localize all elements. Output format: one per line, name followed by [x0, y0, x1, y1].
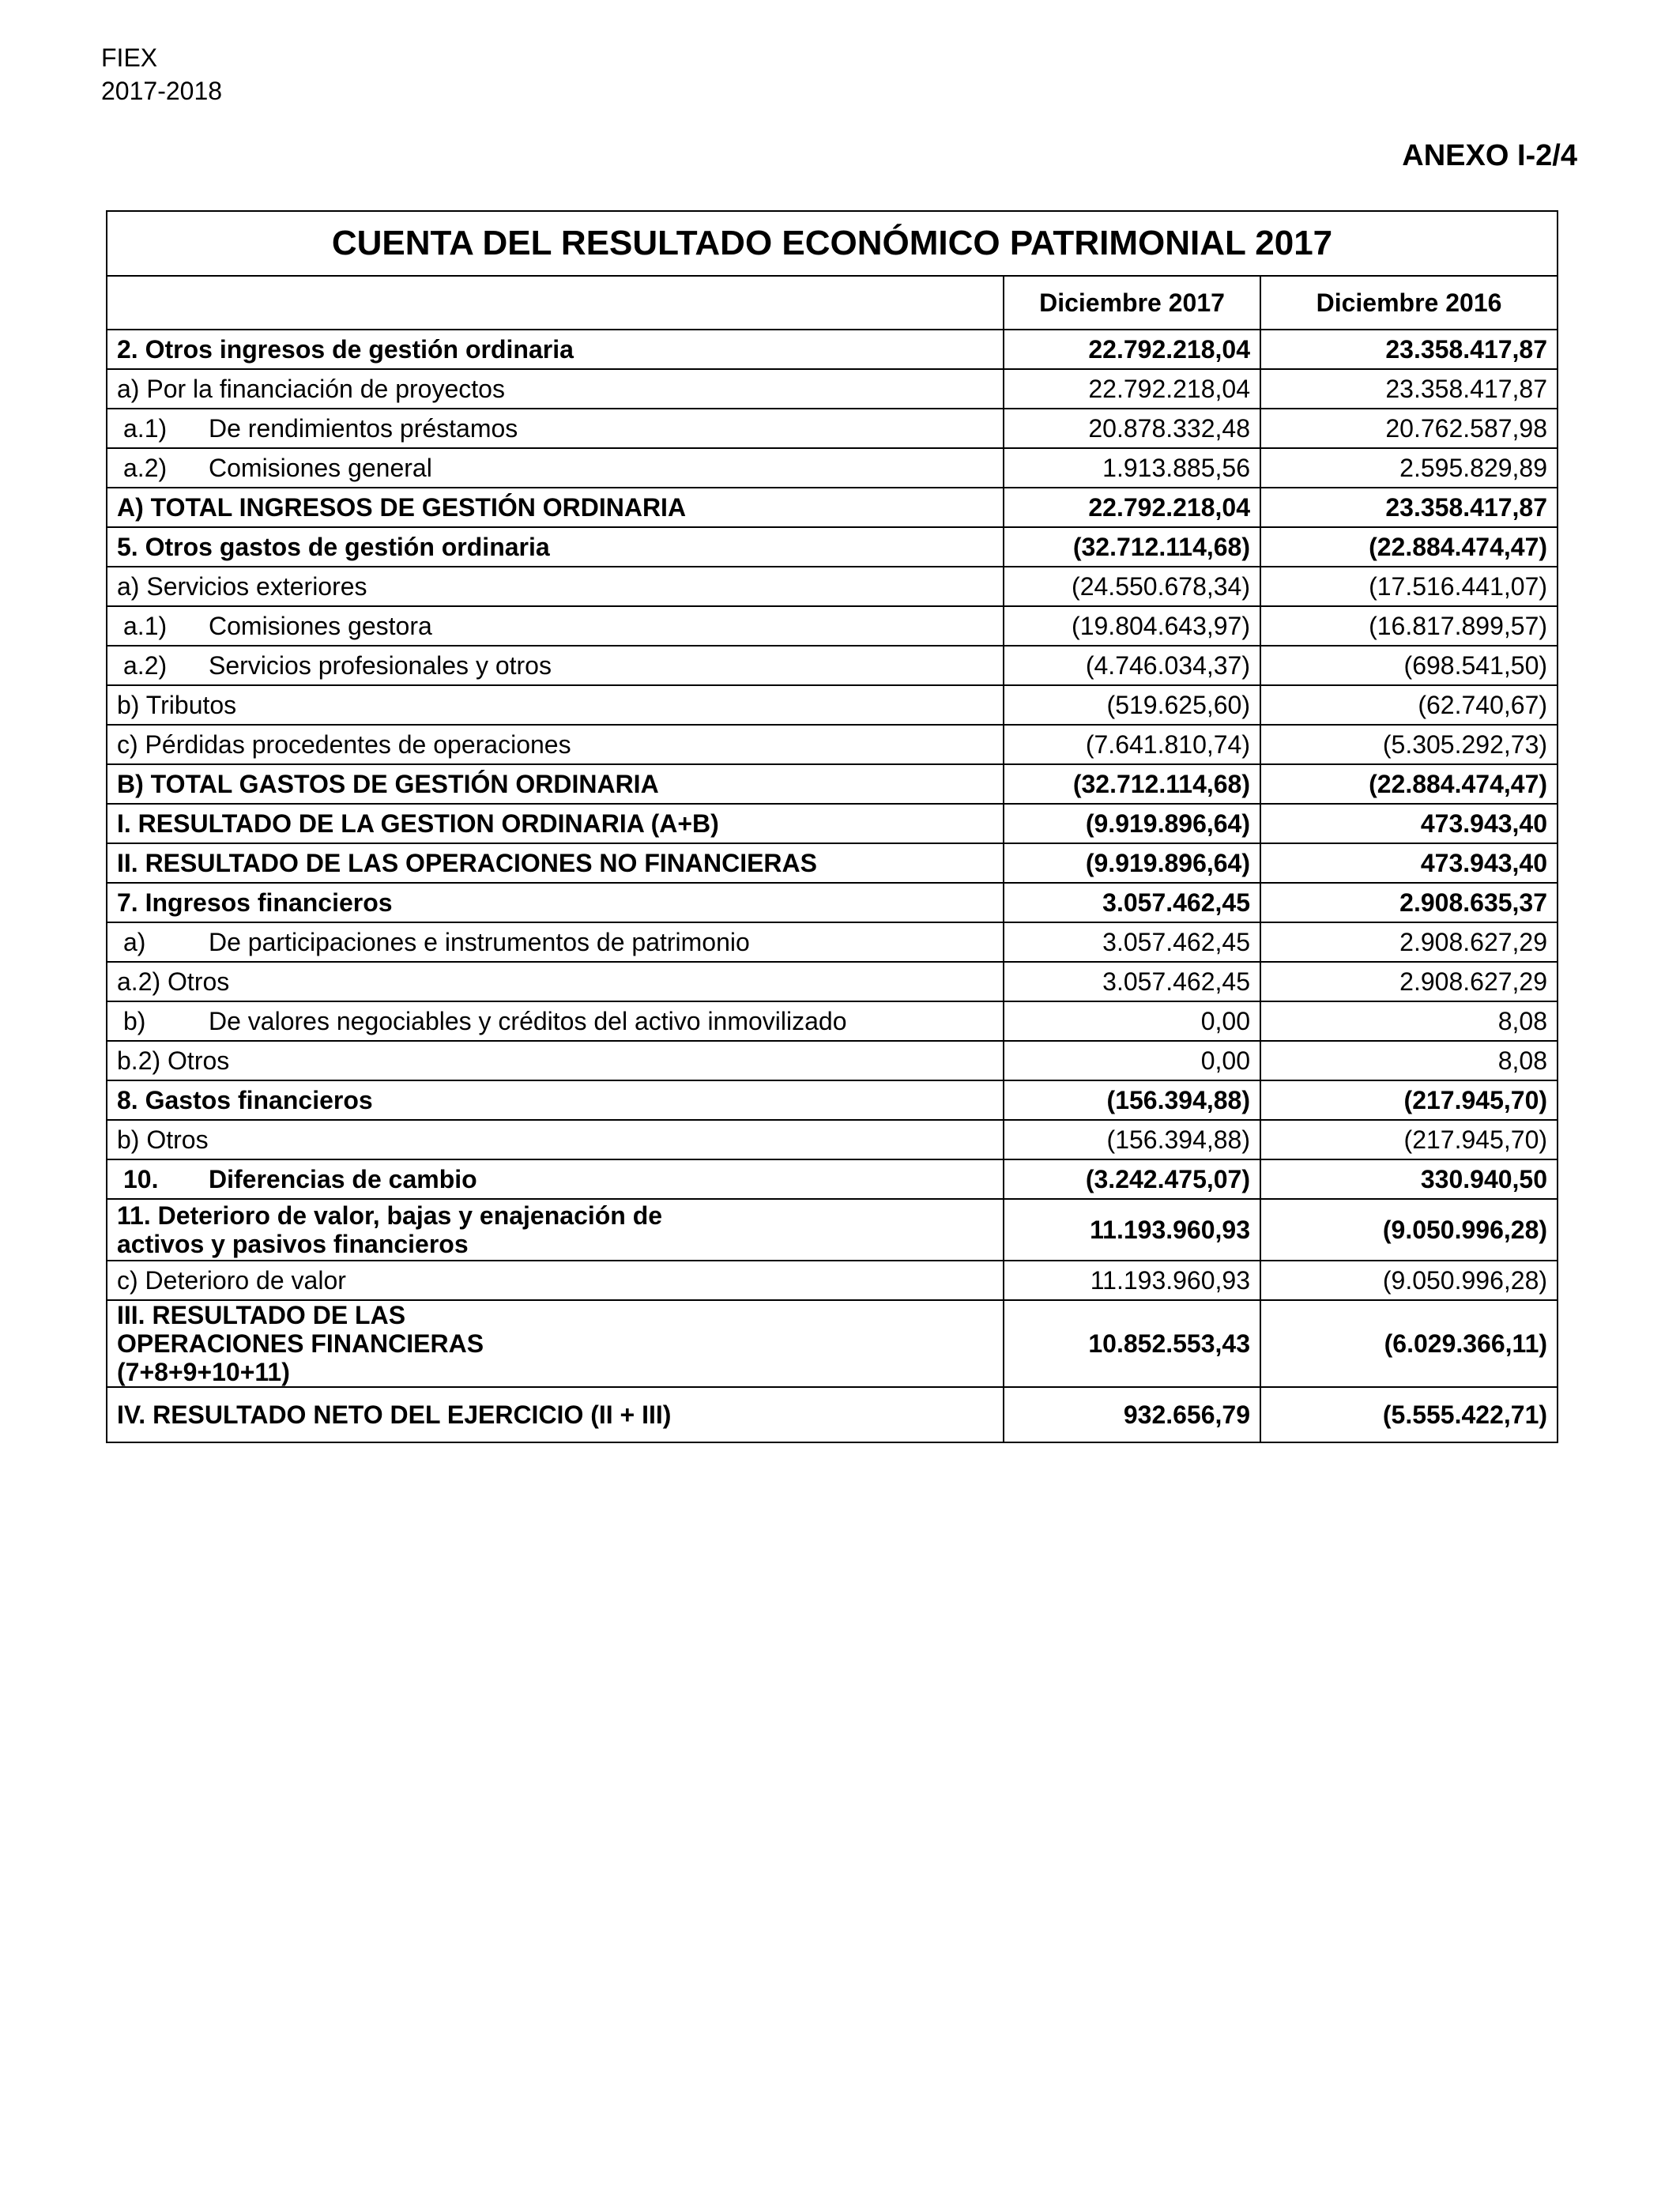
value-2016: (698.541,50) — [1260, 646, 1558, 685]
value-2017: 0,00 — [1004, 1001, 1260, 1041]
value-2017: (4.746.034,37) — [1004, 646, 1260, 685]
value-2017: 3.057.462,45 — [1004, 883, 1260, 922]
row-label-cell — [107, 448, 1004, 488]
value-2017: (3.242.475,07) — [1004, 1159, 1260, 1199]
row-label: IV. RESULTADO NETO DEL EJERCICIO (II + III) — [107, 1387, 1004, 1442]
org-name: FIEX — [101, 43, 158, 72]
table-row — [107, 1300, 1558, 1387]
table-row — [107, 1080, 1558, 1120]
value-2017: 3.057.462,45 — [1004, 962, 1260, 1001]
value-2017: 22.792.218,04 — [1004, 369, 1260, 409]
value-2016: (22.884.474,47) — [1260, 527, 1558, 567]
value-2017: (156.394,88) — [1004, 1120, 1260, 1159]
row-label: B) TOTAL GASTOS DE GESTIÓN ORDINARIA — [107, 764, 1004, 804]
row-label: c) Deterioro de valor — [107, 1261, 1004, 1300]
value-2016: (6.029.366,11) — [1260, 1300, 1558, 1387]
table-row — [107, 962, 1558, 1001]
value-2016: (17.516.441,07) — [1260, 567, 1558, 606]
column-header-2017: Diciembre 2017 — [1004, 276, 1260, 330]
row-label: a) Servicios exteriores — [107, 567, 1004, 606]
table-row — [107, 685, 1558, 725]
row-label: I. RESULTADO DE LA GESTION ORDINARIA (A+B) — [107, 804, 1004, 843]
value-2016: (62.740,67) — [1260, 685, 1558, 725]
value-2017: (9.919.896,64) — [1004, 843, 1260, 883]
value-2017: (7.641.810,74) — [1004, 725, 1260, 764]
value-2017: 10.852.553,43 — [1004, 1300, 1260, 1387]
column-header-concept — [107, 276, 1004, 330]
value-2016: 23.358.417,87 — [1260, 330, 1558, 369]
row-label: 8. Gastos financieros — [107, 1080, 1004, 1120]
row-label: Comisiones gestora — [209, 611, 432, 640]
value-2017: 11.193.960,93 — [1004, 1261, 1260, 1300]
value-2016: (217.945,70) — [1260, 1080, 1558, 1120]
row-label: c) Pérdidas procedentes de operaciones — [107, 725, 1004, 764]
row-prefix: 10. — [123, 1164, 159, 1193]
row-label-cell — [107, 606, 1004, 646]
value-2017: (519.625,60) — [1004, 685, 1260, 725]
value-2016: 473.943,40 — [1260, 843, 1558, 883]
row-label: b.2) Otros — [107, 1041, 1004, 1080]
value-2016: 2.908.635,37 — [1260, 883, 1558, 922]
table-row — [107, 448, 1558, 488]
value-2016: 23.358.417,87 — [1260, 369, 1558, 409]
annex-label: ANEXO I-2/4 — [1402, 139, 1577, 172]
table-row — [107, 369, 1558, 409]
value-2017: 1.913.885,56 — [1004, 448, 1260, 488]
table-row — [107, 1159, 1558, 1199]
value-2017: 3.057.462,45 — [1004, 922, 1260, 962]
table-row — [107, 843, 1558, 883]
document-header — [101, 41, 222, 107]
value-2017: 11.193.960,93 — [1004, 1199, 1260, 1261]
value-2017: (19.804.643,97) — [1004, 606, 1260, 646]
row-label-cell — [107, 1159, 1004, 1199]
column-header-row — [107, 276, 1558, 330]
row-label-cell — [107, 1001, 1004, 1041]
value-2017: 932.656,79 — [1004, 1387, 1260, 1442]
row-prefix: a.2) — [123, 650, 168, 680]
table-row — [107, 764, 1558, 804]
value-2016: (5.555.422,71) — [1260, 1387, 1558, 1442]
value-2016: 20.762.587,98 — [1260, 409, 1558, 448]
table-row — [107, 1199, 1558, 1261]
table-title: CUENTA DEL RESULTADO ECONÓMICO PATRIMONIAL 2017 — [107, 211, 1558, 276]
table-row — [107, 1261, 1558, 1300]
value-2016: 2.908.627,29 — [1260, 962, 1558, 1001]
row-label-cell — [107, 409, 1004, 448]
row-label: b) Otros — [107, 1120, 1004, 1159]
row-label: 7. Ingresos financieros — [107, 883, 1004, 922]
table-row — [107, 1041, 1558, 1080]
value-2017: (32.712.114,68) — [1004, 527, 1260, 567]
row-label: Servicios profesionales y otros — [209, 650, 552, 680]
row-label: Diferencias de cambio — [209, 1164, 477, 1193]
row-label: De participaciones e instrumentos de patrimonio — [209, 927, 750, 956]
row-prefix: a) — [123, 927, 146, 956]
row-label: De rendimientos préstamos — [209, 413, 518, 443]
row-label: De valores negociables y créditos del activo inmovilizado — [209, 1006, 847, 1035]
row-label: 5. Otros gastos de gestión ordinaria — [107, 527, 1004, 567]
table-row — [107, 1120, 1558, 1159]
table-row — [107, 804, 1558, 843]
row-prefix: a.1) — [123, 611, 168, 640]
value-2016: 473.943,40 — [1260, 804, 1558, 843]
table-row — [107, 725, 1558, 764]
table-row — [107, 646, 1558, 685]
value-2017: 22.792.218,04 — [1004, 330, 1260, 369]
value-2017: (9.919.896,64) — [1004, 804, 1260, 843]
column-header-2016: Diciembre 2016 — [1260, 276, 1558, 330]
row-label: b) Tributos — [107, 685, 1004, 725]
row-label: A) TOTAL INGRESOS DE GESTIÓN ORDINARIA — [107, 488, 1004, 527]
value-2016: (9.050.996,28) — [1260, 1261, 1558, 1300]
value-2016: 8,08 — [1260, 1041, 1558, 1080]
value-2017: (24.550.678,34) — [1004, 567, 1260, 606]
table-row — [107, 409, 1558, 448]
table-title-row — [107, 211, 1558, 276]
row-label-cell — [107, 646, 1004, 685]
row-label: 11. Deterioro de valor, bajas y enajenación de activos y pasivos financieros — [107, 1199, 1004, 1261]
row-prefix: a.1) — [123, 413, 168, 443]
table-row — [107, 1387, 1558, 1442]
row-label: III. RESULTADO DE LAS OPERACIONES FINANCIERAS (7+8+9+10+11) — [107, 1300, 1004, 1387]
row-label: II. RESULTADO DE LAS OPERACIONES NO FINANCIERAS — [107, 843, 1004, 883]
value-2016: 23.358.417,87 — [1260, 488, 1558, 527]
row-prefix: b) — [123, 1006, 146, 1035]
row-label: 2. Otros ingresos de gestión ordinaria — [107, 330, 1004, 369]
value-2017: 22.792.218,04 — [1004, 488, 1260, 527]
table-row — [107, 1001, 1558, 1041]
value-2016: (217.945,70) — [1260, 1120, 1558, 1159]
value-2016: 2.595.829,89 — [1260, 448, 1558, 488]
table-row — [107, 527, 1558, 567]
value-2016: 8,08 — [1260, 1001, 1558, 1041]
table-row — [107, 567, 1558, 606]
table-row — [107, 922, 1558, 962]
value-2017: (156.394,88) — [1004, 1080, 1260, 1120]
row-prefix: a.2) — [123, 453, 168, 482]
value-2016: (16.817.899,57) — [1260, 606, 1558, 646]
row-label: a.2) Otros — [107, 962, 1004, 1001]
table-row — [107, 883, 1558, 922]
value-2016: 2.908.627,29 — [1260, 922, 1558, 962]
period: 2017-2018 — [101, 77, 223, 105]
table-row — [107, 330, 1558, 369]
value-2017: (32.712.114,68) — [1004, 764, 1260, 804]
value-2017: 20.878.332,48 — [1004, 409, 1260, 448]
row-label-cell — [107, 922, 1004, 962]
value-2016: (22.884.474,47) — [1260, 764, 1558, 804]
table-row — [107, 488, 1558, 527]
row-label: a) Por la financiación de proyectos — [107, 369, 1004, 409]
value-2016: (9.050.996,28) — [1260, 1199, 1558, 1261]
row-label: Comisiones general — [209, 453, 432, 482]
value-2016: 330.940,50 — [1260, 1159, 1558, 1199]
value-2016: (5.305.292,73) — [1260, 725, 1558, 764]
financial-table — [106, 210, 1558, 1443]
table-row — [107, 606, 1558, 646]
value-2017: 0,00 — [1004, 1041, 1260, 1080]
